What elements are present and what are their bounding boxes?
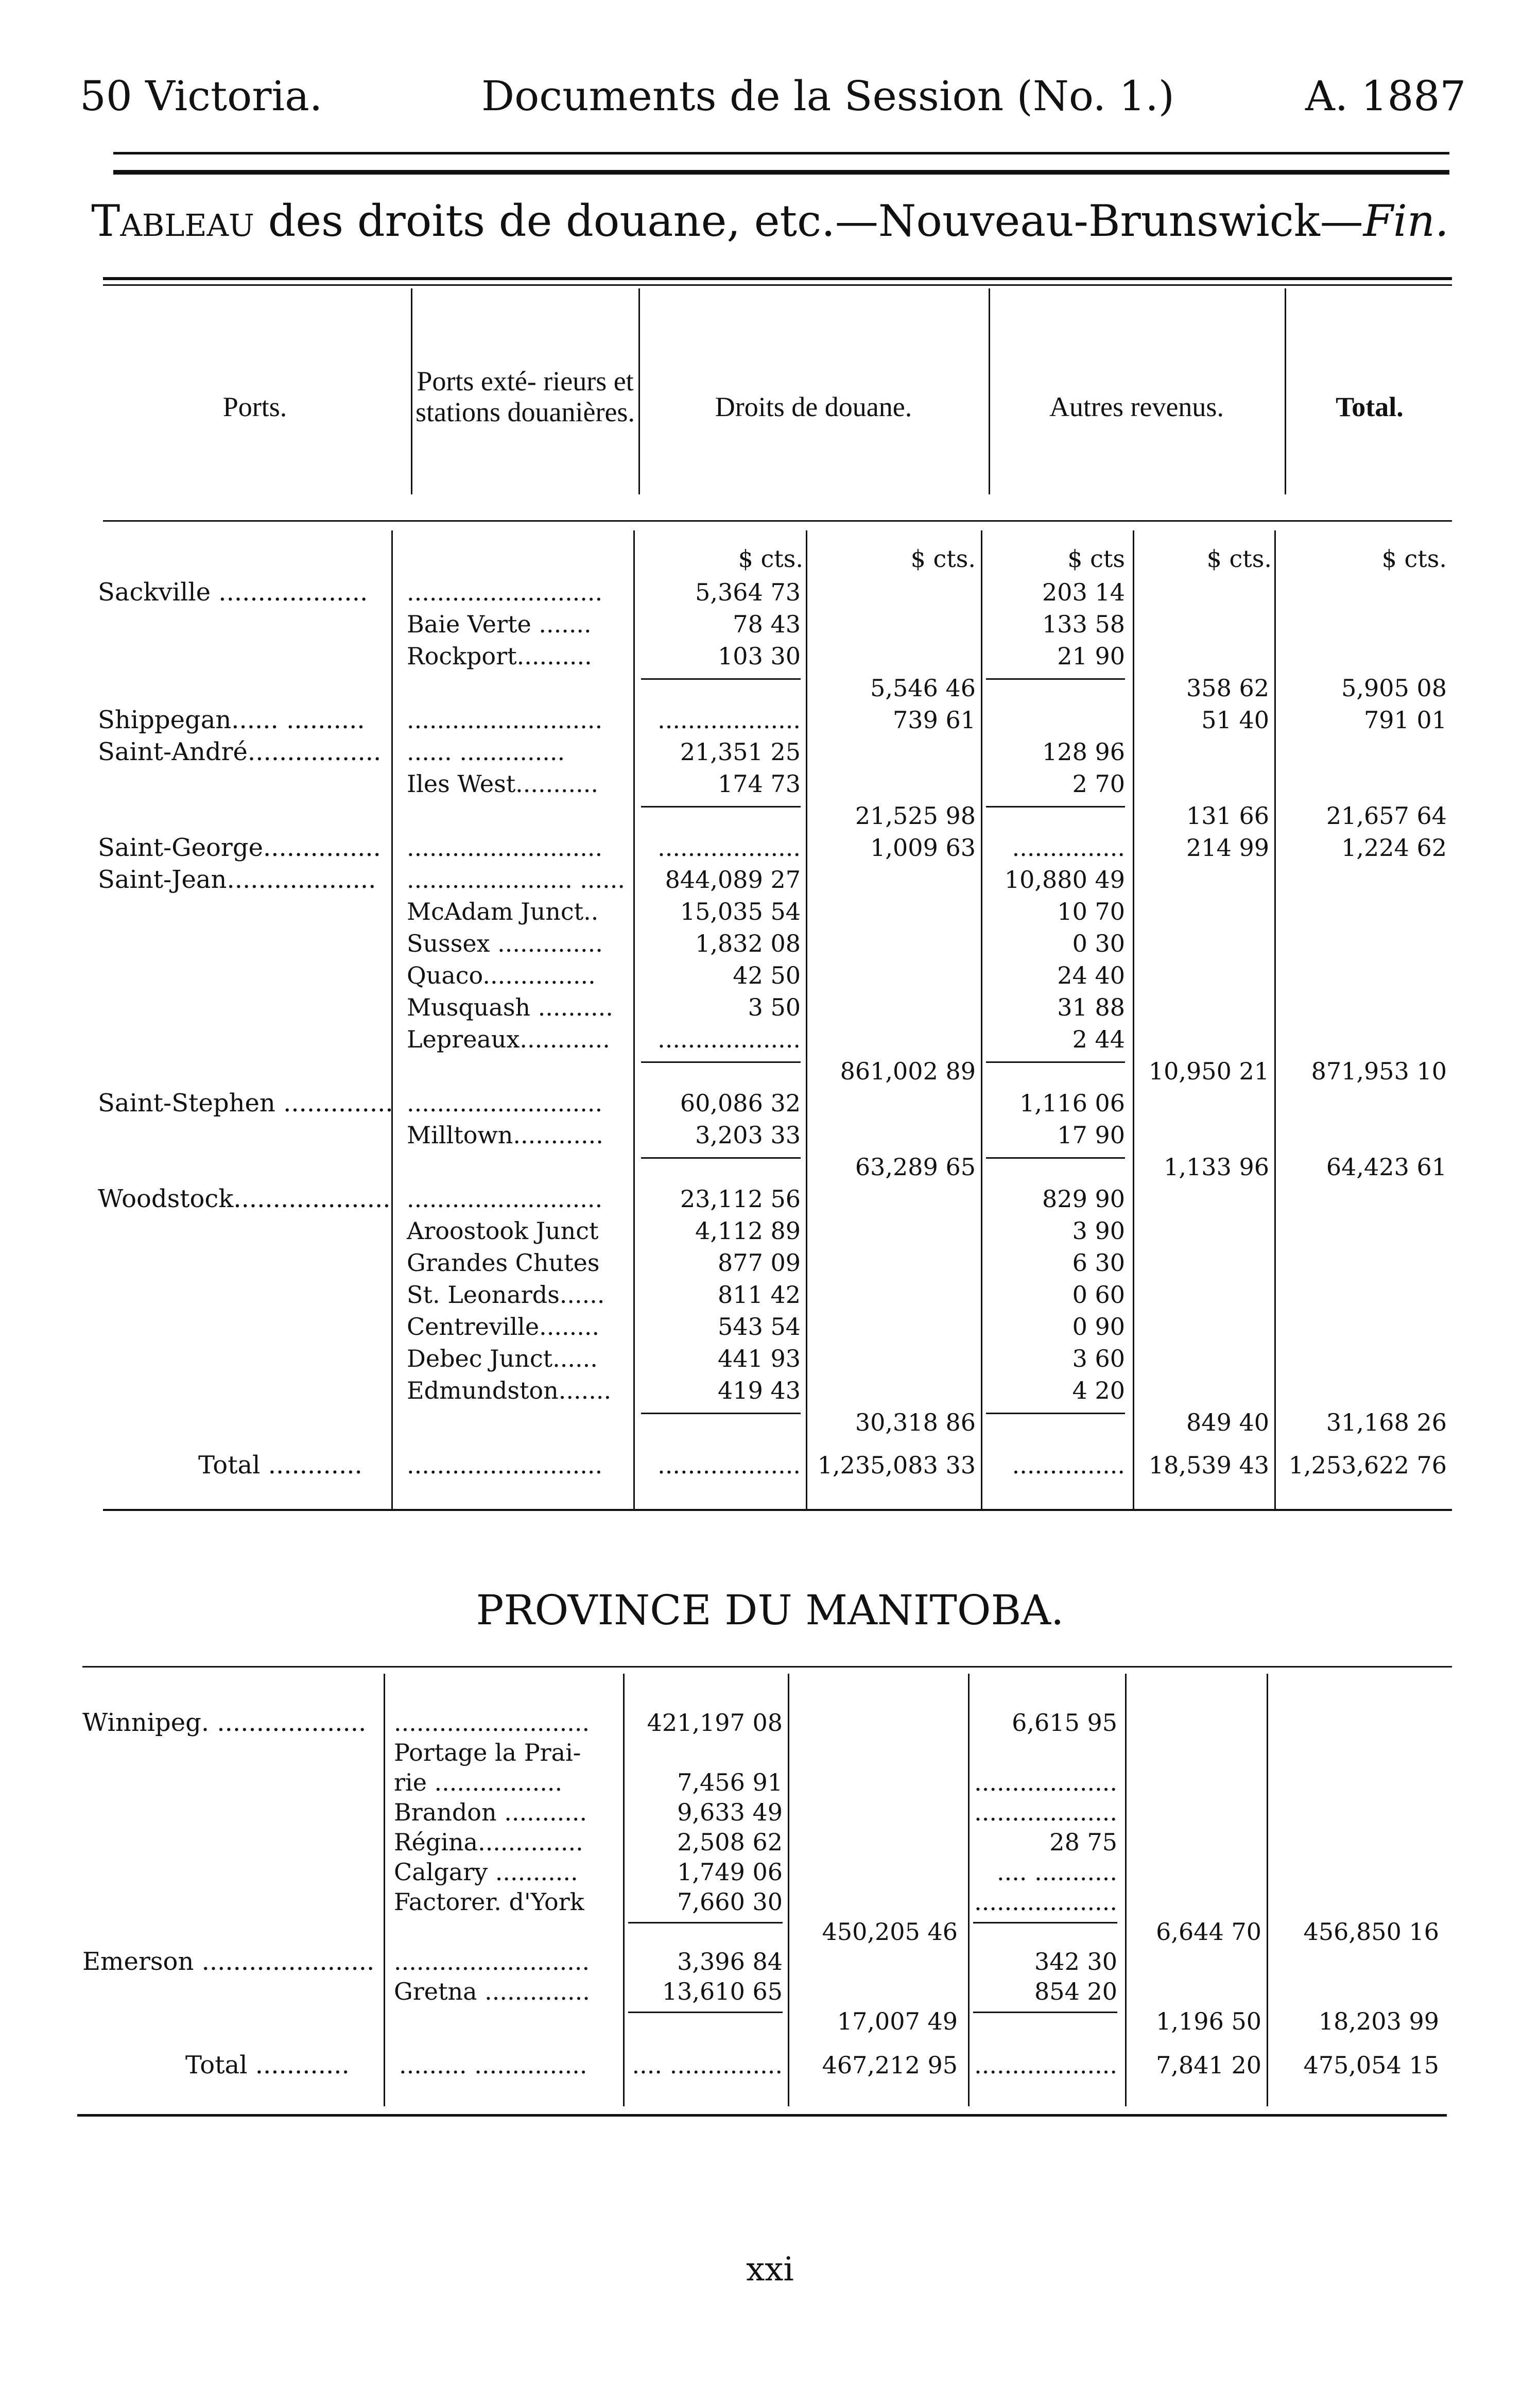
subtotal-rule (973, 1922, 1117, 1923)
other-revenue-subtotal: 51 40 (1201, 706, 1269, 734)
row-total: 456,850 16 (1303, 1918, 1439, 1946)
nb-total-other-sum: 18,539 43 (1148, 1451, 1269, 1479)
row-total: 871,953 10 (1311, 1057, 1447, 1085)
port-name: Winnipeg. ................... (82, 1708, 367, 1737)
manitoba-heading: PROVINCE DU MANITOBA. (476, 1586, 1064, 1634)
header-divider (1285, 288, 1286, 494)
subtotal-rule (628, 2012, 783, 2013)
duty-value: 60,086 32 (680, 1089, 801, 1117)
duty-value: 2,508 62 (677, 1828, 783, 1856)
mb-total-label: Total ............ (185, 2051, 350, 2080)
outport-name: rie ................. (394, 1768, 563, 1796)
title-suffix: Fin. (1363, 196, 1449, 246)
outport-name: Portage la Prai- (394, 1739, 581, 1766)
page-number: xxi (746, 2250, 794, 2289)
duty-value: 4,112 89 (695, 1217, 801, 1245)
duty-value: 3,203 33 (695, 1121, 801, 1149)
other-revenue-value: 203 14 (1042, 578, 1125, 606)
other-revenue-value: 133 58 (1042, 610, 1125, 638)
other-revenue-value: 10,880 49 (1004, 866, 1125, 894)
column-divider (1125, 1674, 1127, 2106)
port-name: Saint-Stephen .............. (98, 1089, 393, 1118)
other-revenue-value: 10 70 (1057, 898, 1125, 925)
mb-total-outport: ......... ............... (399, 2051, 587, 2079)
column-divider (391, 530, 393, 1509)
mb-total-total: 475,054 15 (1303, 2051, 1439, 2079)
outport-name: .......................... (407, 578, 603, 606)
other-revenue-value: 0 30 (1072, 930, 1125, 957)
col-header-duties: Droits de douane. (715, 391, 912, 422)
other-revenue-value: 3 60 (1072, 1345, 1125, 1372)
other-revenue-subtotal: 10,950 21 (1148, 1057, 1269, 1085)
header-right: A. 1887 (1305, 72, 1466, 120)
other-revenue-value: 24 40 (1057, 961, 1125, 989)
column-divider (1274, 530, 1276, 1509)
outport-name: Rockport.......... (407, 642, 592, 670)
other-revenue-subtotal: 1,133 96 (1164, 1153, 1269, 1181)
mb-total-duty: .... ............... (632, 2051, 783, 2079)
other-revenue-subtotal: 358 62 (1186, 674, 1269, 702)
other-revenue-value: 28 75 (1049, 1828, 1117, 1856)
outport-name: .......................... (407, 1185, 603, 1213)
row-total: 18,203 99 (1318, 2007, 1439, 2035)
title-prefix: Tableau (91, 196, 254, 246)
outport-name: Sussex .............. (407, 930, 603, 957)
outport-name: Debec Junct...... (407, 1345, 598, 1372)
outport-name: Milltown............ (407, 1121, 603, 1149)
outport-name: Edmundston....... (407, 1377, 612, 1404)
nb-total-outport: .......................... (407, 1451, 603, 1479)
duty-value: 844,089 27 (665, 866, 801, 894)
column-divider (1133, 530, 1134, 1509)
other-revenue-value: 21 90 (1057, 642, 1125, 670)
row-total: 31,168 26 (1326, 1408, 1447, 1436)
duty-value: ................... (657, 706, 801, 734)
duty-value: 811 42 (718, 1281, 801, 1309)
other-revenue-value: 0 90 (1072, 1313, 1125, 1341)
other-revenue-subtotal: 6,644 70 (1156, 1918, 1261, 1946)
other-revenue-value: ................... (974, 1798, 1117, 1826)
duty-value: 7,456 91 (677, 1768, 783, 1796)
port-name: Saint-George............... (98, 833, 381, 862)
other-revenue-value: 4 20 (1072, 1377, 1125, 1404)
other-revenue-subtotal: 849 40 (1186, 1408, 1269, 1436)
port-name: Saint-André................. (98, 737, 382, 766)
outport-name: .......................... (394, 1709, 590, 1737)
duty-value: ................... (657, 834, 801, 862)
unit-total: $ cts. (1381, 545, 1447, 573)
col-header-total: Total. (1336, 391, 1404, 422)
outport-name: Grandes Chutes (407, 1249, 600, 1277)
duty-value: 174 73 (718, 770, 801, 798)
unit-other-a: $ cts (1067, 545, 1125, 573)
table-top-rule-2 (103, 284, 1452, 286)
header-divider (411, 288, 412, 494)
column-divider (633, 530, 635, 1509)
col-header-ports: Ports. (222, 391, 287, 422)
outport-name: St. Leonards...... (407, 1281, 605, 1309)
nb-total-duty-sum: 1,235,083 33 (817, 1451, 976, 1479)
mb-total-duty-sum: 467,212 95 (822, 2051, 958, 2079)
outport-name: Gretna .............. (394, 1978, 590, 2005)
subtotal-rule (641, 1157, 801, 1159)
duty-value: 23,112 56 (680, 1185, 801, 1213)
manitoba-bottom-rule (77, 2114, 1447, 2117)
other-revenue-value: 1,116 06 (1019, 1089, 1125, 1117)
row-total: 21,657 64 (1326, 802, 1447, 830)
nb-total-total: 1,253,622 76 (1288, 1451, 1447, 1479)
duty-value: 13,610 65 (662, 1978, 783, 2005)
row-total: 5,905 08 (1341, 674, 1447, 702)
other-revenue-value: 128 96 (1042, 738, 1125, 766)
title-middle: des droits de douane, etc.—Nouveau-Brunswick— (254, 196, 1363, 246)
duty-subtotal: 861,002 89 (840, 1057, 976, 1085)
other-revenue-subtotal: 1,196 50 (1156, 2007, 1261, 2035)
header-rule-thin (113, 152, 1449, 154)
duty-value: 421,197 08 (647, 1709, 783, 1737)
nb-total-label: Total ............ (198, 1451, 362, 1480)
subtotal-rule (986, 678, 1125, 680)
unit-duties-a: $ cts. (738, 545, 803, 573)
duty-value: 1,749 06 (677, 1858, 783, 1886)
outport-name: .......................... (407, 834, 603, 862)
duty-value: 78 43 (733, 610, 801, 638)
row-total: 1,224 62 (1341, 834, 1447, 862)
duty-value: 15,035 54 (680, 898, 801, 925)
outport-name: .......................... (407, 706, 603, 734)
duty-value: 3,396 84 (677, 1948, 783, 1975)
col-header-other: Autres revenus. (1049, 391, 1224, 422)
header-divider (638, 288, 640, 494)
outport-name: Centreville........ (407, 1313, 600, 1341)
port-name: Saint-Jean................... (98, 865, 376, 894)
subtotal-rule (628, 1922, 783, 1923)
column-divider (623, 1674, 625, 2106)
duty-subtotal: 1,009 63 (870, 834, 976, 862)
duty-value: 7,660 30 (677, 1888, 783, 1916)
duty-subtotal: 450,205 46 (822, 1918, 958, 1946)
duty-value: 9,633 49 (677, 1798, 783, 1826)
duty-value: ................... (657, 1025, 801, 1053)
duty-subtotal: 5,546 46 (870, 674, 976, 702)
outport-name: Iles West........... (407, 770, 599, 798)
other-revenue-value: ............... (1012, 834, 1125, 862)
unit-other-b: $ cts. (1206, 545, 1272, 573)
subtotal-rule (641, 1413, 801, 1414)
nb-total-duty: ................... (657, 1451, 801, 1479)
other-revenue-value: .... ........... (997, 1858, 1117, 1886)
duty-value: 42 50 (733, 961, 801, 989)
outport-name: McAdam Junct.. (407, 898, 599, 925)
duty-subtotal: 63,289 65 (855, 1153, 976, 1181)
other-revenue-value: 2 44 (1072, 1025, 1125, 1053)
nb-bottom-rule (103, 1509, 1452, 1511)
other-revenue-value: 17 90 (1057, 1121, 1125, 1149)
duty-subtotal: 739 61 (893, 706, 976, 734)
subtotal-rule (986, 1061, 1125, 1063)
outport-name: Calgary ........... (394, 1858, 578, 1886)
other-revenue-value: 31 88 (1057, 993, 1125, 1021)
header-rule-thick (113, 170, 1449, 175)
mb-total-other-sum: 7,841 20 (1156, 2051, 1261, 2079)
outport-name: Quaco............... (407, 961, 596, 989)
other-revenue-value: 342 30 (1034, 1948, 1117, 1975)
other-revenue-value: ................... (974, 1768, 1117, 1796)
port-name: Woodstock.................... (98, 1184, 391, 1213)
outport-name: Brandon ........... (394, 1798, 587, 1826)
duty-value: 5,364 73 (695, 578, 801, 606)
manitoba-top-rule (82, 1666, 1452, 1668)
port-name: Emerson ...................... (82, 1947, 375, 1976)
outport-name: Factorer. d'York (394, 1888, 584, 1916)
other-revenue-value: 0 60 (1072, 1281, 1125, 1309)
column-divider (788, 1674, 789, 2106)
duty-subtotal: 17,007 49 (837, 2007, 958, 2035)
header-center: Documents de la Session (No. 1.) (481, 72, 1175, 120)
port-name: Shippegan...... .......... (98, 706, 365, 734)
subtotal-rule (641, 806, 801, 808)
col-header-outports: Ports exté- rieurs et stations douanières. (416, 366, 635, 427)
nb-total-other: ............... (1012, 1451, 1125, 1479)
outport-name: Baie Verte ....... (407, 610, 592, 638)
subtotal-rule (641, 678, 801, 680)
column-divider (1267, 1674, 1268, 2106)
other-revenue-value: 829 90 (1042, 1185, 1125, 1213)
port-name: Sackville ................... (98, 578, 368, 607)
duty-value: 441 93 (718, 1345, 801, 1372)
header-divider (989, 288, 990, 494)
duty-value: 877 09 (718, 1249, 801, 1277)
subtotal-rule (986, 1157, 1125, 1159)
duty-value: 103 30 (718, 642, 801, 670)
duty-value: 3 50 (748, 993, 801, 1021)
row-total: 791 01 (1364, 706, 1447, 734)
other-revenue-value: 2 70 (1072, 770, 1125, 798)
outport-name: Régina.............. (394, 1828, 583, 1856)
duty-value: 21,351 25 (680, 738, 801, 766)
duty-subtotal: 30,318 86 (855, 1408, 976, 1436)
other-revenue-value: 6,615 95 (1012, 1709, 1117, 1737)
outport-name: ...................... ...... (407, 866, 626, 894)
duty-value: 543 54 (718, 1313, 801, 1341)
unit-duties-b: $ cts. (910, 545, 976, 573)
column-divider (968, 1674, 970, 2106)
other-revenue-subtotal: 131 66 (1186, 802, 1269, 830)
duty-value: 419 43 (718, 1377, 801, 1404)
column-divider (384, 1674, 385, 2106)
outport-name: ...... .............. (407, 738, 565, 766)
outport-name: .......................... (407, 1089, 603, 1117)
row-total: 64,423 61 (1326, 1153, 1447, 1181)
other-revenue-value: 6 30 (1072, 1249, 1125, 1277)
other-revenue-value: 854 20 (1034, 1978, 1117, 2005)
other-revenue-value: ................... (974, 1888, 1117, 1916)
outport-name: Musquash .......... (407, 993, 613, 1021)
header-bottom-rule (103, 520, 1452, 522)
duty-value: 1,832 08 (695, 930, 801, 957)
subtotal-rule (986, 806, 1125, 808)
table-top-rule (103, 277, 1452, 280)
other-revenue-value: 3 90 (1072, 1217, 1125, 1245)
column-divider (806, 530, 807, 1509)
subtotal-rule (973, 2012, 1117, 2013)
outport-name: Lepreaux............ (407, 1025, 610, 1053)
column-divider (981, 530, 982, 1509)
duty-subtotal: 21,525 98 (855, 802, 976, 830)
outport-name: .......................... (394, 1948, 590, 1975)
table-title (0, 196, 1540, 246)
mb-total-other: ................... (974, 2051, 1117, 2079)
subtotal-rule (986, 1413, 1125, 1414)
other-revenue-subtotal: 214 99 (1186, 834, 1269, 862)
subtotal-rule (641, 1061, 801, 1063)
header-left: 50 Victoria. (80, 72, 323, 120)
outport-name: Aroostook Junct (407, 1217, 599, 1245)
